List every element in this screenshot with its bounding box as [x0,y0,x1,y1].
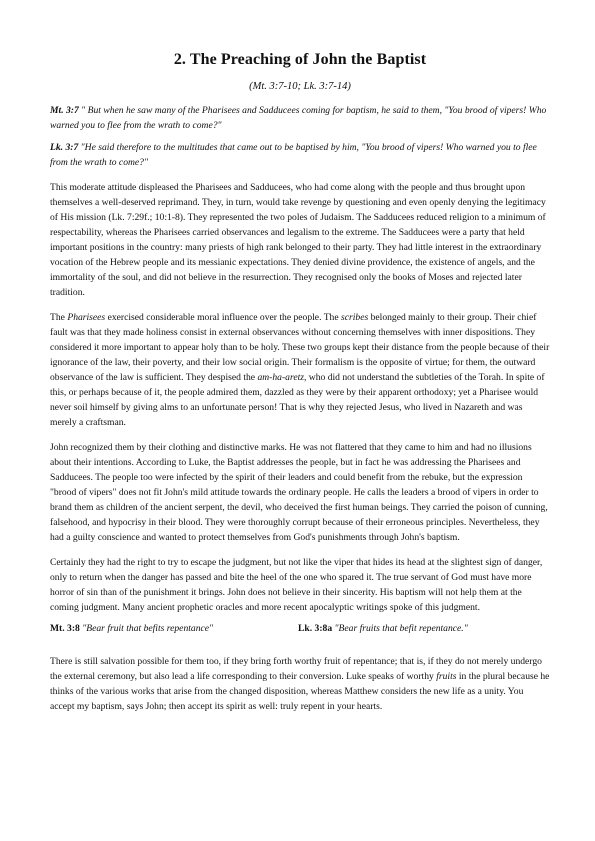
text-run: in the plural because he thinks of the various works that arise from the changed disposition, whereas Matthew considers the new life as a unity. You accept my baptism, says John; then accept its spirit as well: truly repent in your hearts. [50,671,550,712]
text-run: , who did not understand the subtleties of the Torah. In spite of this, or perhaps because of it, the people admired them, dazzled as they were by their apparent orthodoxy; yet a Pharisee would never soil himself by giving alms to an unfortunate person! That is why they rejected Jesus, who lived in Nazareth and was merely a craftsman. [50,372,545,428]
verse-matthew-3-8 [50,621,298,636]
parallel-verses [50,621,550,636]
paragraph-1: This moderate attitude displeased the Pharisees and Sadducees, who had come along with the people and thus brought upon themselves a well-deserved reprimand. They, in turn, would take revenge by questioning and even openly denying the legitimacy of His mission (Lk. 7:29f.; 10:1-8). They represented the two poles of Judaism. The Sadducees reduced religion to a minimum of respectability, whereas the Pharisees carried observances and legalism to the extreme. The Sadducees were a party that held important positions in the country: many priests of high rank belonged to their party. They had little interest in the extraordinary vocation of the Hebrew people and its messianic expectations. They denied divine providence, the existence of angels, and the immortality of the soul, and did not believe in the resurrection. They recognised only the books of Moses and rejected later tradition. [50,182,546,298]
text-run: There is still salvation possible for them too, if they bring forth worthy fruit of repentance; that is, if they do not merely undergo the external ceremony, but also lead a life corresponding to their conversion. Luke speaks of worthy [50,656,542,682]
verse-text: "Bear fruit that befits repentance" [79,623,214,634]
emphasis: am-ha-aretz [257,372,304,383]
paragraph-3: John recognized them by their clothing and distinctive marks. He was not flattered that they came to him and had no illusions about their intentions. According to Luke, the Baptist addresses the people, but in fact he was addressing the Pharisees and Sadducees. The people too were infected by the spirit of their leaders and could benefit from the rebuke, but the expression "brood of vipers" does not fit John's mild attitude towards the ordinary people. He calls the leaders a brood of vipers in order to brand them as children of the ancient serpent, the devil, who deceived the first human beings. They carried the poison of cunning, falsehood, and hypocrisy in their blood. They were thoroughly corrupt because of their erroneous principles. Nevertheless, they had a guilty conscience and wanted to protect themselves from God's punishments through John's baptism. [50,442,548,543]
verse-text: "Bear fruits that befit repentance." [332,623,468,634]
text-run: The [50,312,68,323]
verse-ref: Lk. 3:8a [298,623,333,634]
verse-ref: Mt. 3:7 [50,105,79,116]
emphasis: scribes [341,312,369,323]
verse-ref: Lk. 3:7 [50,142,79,153]
verse-ref: Mt. 3:8 [50,623,80,634]
paragraph-5 [50,654,550,714]
scripture-references: (Mt. 3:7-10; Lk. 3:7-14) [249,81,351,92]
text-run: belonged mainly to their group. Their chief fault was that they made holiness consist in external observances without concerning themselves with inner dispositions. They considered it more important to appear holy than to be holy. These two groups kept their distance from the people because of their ignorance of the law, their poverty, and their low social origin. Their formalism is the opposite of virtue; for them, the outward observance of the law is sufficient. They despised the [50,312,550,383]
page-title: 2. The Preaching of John the Baptist [173,51,427,68]
text-run: exercised considerable moral influence over the people. The [105,312,342,323]
verse-luke [50,140,550,170]
verse-text: "He said therefore to the multitudes that came out to be baptised by him, "You brood of vipers! Who warned you to flee from the wrath to come?" [50,142,537,168]
verse-matthew [50,103,550,133]
verse-luke-3-8a [298,621,468,636]
paragraph-2 [50,310,550,430]
emphasis: fruits [436,671,457,682]
emphasis: Pharisees [67,312,106,323]
paragraph-4: Certainly they had the right to try to escape the judgment, but not like the viper that hides its head at the slightest sign of danger, only to return when the danger has passed and bite the heel of the one who spared it. The true servant of God must have more horror of sin than of the punishment it brings. John does not believe in their sincerity. His baptism will not help them at the coming judgment. Many ancient prophetic oracles and more recent apocalyptic writings spoke of this judgment. [50,557,543,613]
verse-text: " But when he saw many of the Pharisees and Sadducees coming for baptism, he said to them, "You brood of vipers! Who warned you to flee from the wrath to come?" [50,105,547,131]
